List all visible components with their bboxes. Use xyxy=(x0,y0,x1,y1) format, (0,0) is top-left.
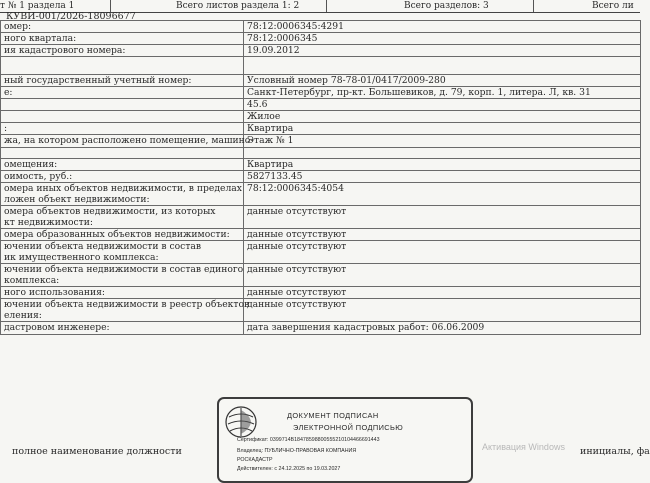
digital-signature-stamp xyxy=(217,397,473,483)
field-label xyxy=(1,45,244,57)
field-label-text: омер: xyxy=(4,21,32,32)
field-label-text-line2: еления: xyxy=(4,310,42,321)
field-label-text: : xyxy=(4,123,8,134)
field-label-text: оимость, руб.: xyxy=(4,171,73,182)
field-value: Этаж № 1 xyxy=(244,135,641,148)
field-value xyxy=(244,57,641,75)
table-row xyxy=(1,135,641,148)
table-row xyxy=(1,171,641,183)
field-label-text-line2: ложен объект недвижимости: xyxy=(4,194,150,205)
field-label xyxy=(1,33,244,45)
sheet-number: т № 1 раздела 1 xyxy=(0,1,75,11)
field-label-text-line2: ик имущественного комплекса: xyxy=(4,252,159,263)
field-value: данные отсутствуют xyxy=(244,229,641,241)
field-label-text: омещения: xyxy=(4,159,58,170)
field-label xyxy=(1,171,244,183)
total-sheets: Всего листов раздела 1: 2 xyxy=(176,1,300,11)
field-value: данные отсутствуют xyxy=(244,206,641,229)
field-value: Квартира xyxy=(244,159,641,171)
initials-caption: инициалы, фа xyxy=(580,446,650,457)
field-label-text: дастровом инженере: xyxy=(4,322,110,333)
field-value: Санкт-Петербург, пр-кт. Большевиков, д. 79, корп. 1, литера. Л, кв. 31 xyxy=(244,87,641,99)
field-value: Условный номер 78-78-01/0417/2009-280 xyxy=(244,75,641,87)
field-value: 45.6 xyxy=(244,99,641,111)
field-label-text: ючении объекта недвижимости в состав xyxy=(4,241,202,252)
field-label-text: ного квартала: xyxy=(4,33,77,44)
field-label-text-line2: кт недвижимости: xyxy=(4,217,93,228)
field-value: Жилое xyxy=(244,111,641,123)
table-row xyxy=(1,75,641,87)
field-value: Квартира xyxy=(244,123,641,135)
table-row xyxy=(1,111,641,123)
table-row xyxy=(1,45,641,57)
field-value: 78:12:0006345:4291 xyxy=(244,21,641,33)
field-value: данные отсутствуют xyxy=(244,299,641,322)
field-label-text: ючении объекта недвижимости в состав единого xyxy=(4,264,244,275)
stamp-title: ДОКУМЕНТ ПОДПИСАН xyxy=(287,411,379,420)
field-label-text: ючении объекта недвижимости в реестр объектов xyxy=(4,299,250,310)
stamp-subtitle: ЭЛЕКТРОННОЙ ПОДПИСЬЮ xyxy=(293,423,404,432)
field-label-text: омера иных объектов недвижимости, в пределах xyxy=(4,183,242,194)
table-row xyxy=(1,123,641,135)
field-label xyxy=(1,159,244,171)
field-label xyxy=(1,264,244,287)
field-label-text: е: xyxy=(4,87,13,98)
table-row xyxy=(1,159,641,171)
field-value: данные отсутствуют xyxy=(244,287,641,299)
table-row xyxy=(1,241,641,264)
field-label xyxy=(1,299,250,322)
table-row xyxy=(1,206,641,229)
field-value: 78:12:0006345 xyxy=(244,33,641,45)
stamp-certificate: Сертификат: 0399714B18478598800555210104466691443 xyxy=(237,437,380,443)
field-label xyxy=(1,148,244,159)
table-row xyxy=(1,287,641,299)
field-label xyxy=(1,183,244,206)
total-sections: Всего разделов: 3 xyxy=(404,1,489,11)
field-label xyxy=(1,287,244,299)
field-label xyxy=(1,322,244,335)
table-row xyxy=(1,33,641,45)
total-sheets-right: Всего ли xyxy=(592,1,634,11)
activation-watermark: Активация Windows xyxy=(482,442,565,452)
property-table xyxy=(0,20,641,335)
field-label xyxy=(1,99,244,111)
field-label xyxy=(1,75,244,87)
table-row xyxy=(1,99,641,111)
field-label xyxy=(1,21,244,33)
field-label-text: ный государственный учетный номер: xyxy=(4,75,192,86)
field-label-text: омера образованных объектов недвижимости: xyxy=(4,229,230,240)
field-value: данные отсутствуют xyxy=(244,241,641,264)
field-label-text: ия кадастрового номера: xyxy=(4,45,126,56)
extract-number: КУВИ-001/2026-18096677 xyxy=(6,11,136,22)
table-row xyxy=(1,322,641,335)
field-label xyxy=(1,123,244,135)
position-caption: полное наименование должности xyxy=(12,446,182,457)
table-row xyxy=(1,148,641,159)
table-row xyxy=(1,229,641,241)
emblem-icon xyxy=(224,405,258,439)
field-label xyxy=(1,229,244,241)
table-row xyxy=(1,183,641,206)
field-label xyxy=(1,87,244,99)
field-value: 5827133.45 xyxy=(244,171,641,183)
stamp-owner: Владелец: ПУБЛИЧНО-ПРАВОВАЯ КОМПАНИЯ xyxy=(237,448,357,454)
table-row xyxy=(1,299,641,322)
field-label xyxy=(1,111,244,123)
stamp-validity: Действителен: с 24.12.2025 по 19.03.2027 xyxy=(237,466,341,472)
table-row xyxy=(1,87,641,99)
field-value: дата завершения кадастровых работ: 06.06.2009 xyxy=(244,322,641,335)
field-label xyxy=(1,206,244,229)
field-label xyxy=(1,57,244,75)
field-label xyxy=(1,135,254,148)
field-value: 78:12:0006345:4054 xyxy=(244,183,641,206)
field-value: данные отсутствуют xyxy=(244,264,641,287)
stamp-owner-line2: РОСКАДАСТР xyxy=(237,457,273,463)
field-label-text: ного использования: xyxy=(4,287,106,298)
table-row xyxy=(1,264,641,287)
table-row xyxy=(1,57,641,75)
field-label-text-line2: комплекса: xyxy=(4,275,60,286)
field-label-text: жа, на котором расположено помещение, машино- xyxy=(4,135,254,146)
field-label xyxy=(1,241,244,264)
table-row xyxy=(1,21,641,33)
field-value: 19.09.2012 xyxy=(244,45,641,57)
field-label-text: омера объектов недвижимости, из которых xyxy=(4,206,216,217)
field-value xyxy=(244,148,641,159)
